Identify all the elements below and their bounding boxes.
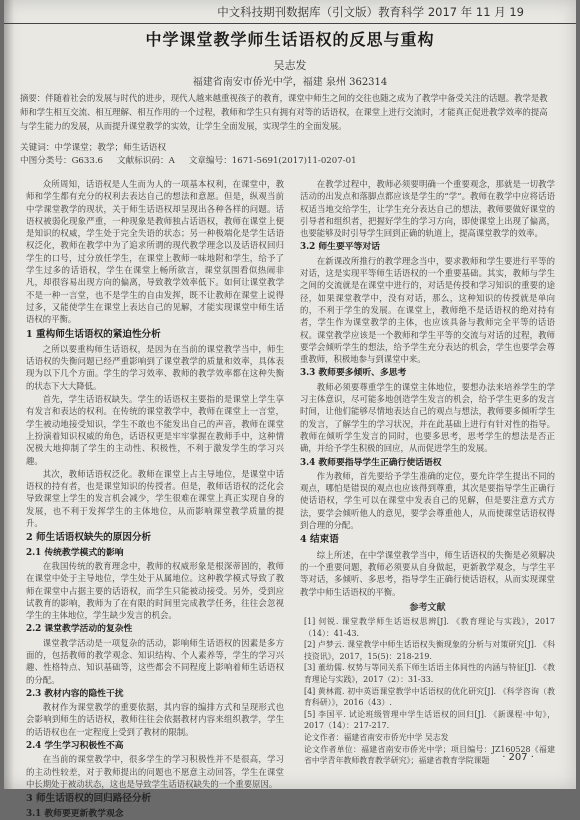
article-number: 文章编号：1671-5691(2017)11-0207-01	[188, 156, 357, 166]
reference-item: [1] 何锐. 课堂教学师生话语权思辨[J]. 《教育理论与实践》，2017（14）：41-43.	[304, 617, 555, 638]
paragraph: 作为教师，首先要给予学生准确的定位，要允许学生提出不同的观点，哪怕是错误的观点也应该得到尊重，其次是要指导学生正确行使话语权，学生可以在课堂中发表自己的见解，但是要注意方式方法，要学会倾听他人的意见，要学会尊重他人，从而使课堂话语权得到合理的分配。	[300, 470, 555, 531]
paragraph: 在我国传统的教育理念中，教师的权威形象是根深蒂固的，教师在课堂中处于主导地位，学生处于从属地位。这种教学模式导致了教师在课堂中占据主要的话语权，而学生只能被动接受。另外，受到应试教育的影响，教师为了在有限的时间里完成教学任务，往往会忽视学生的主体地位，学生缺少发言的机会。	[26, 560, 284, 621]
paragraph: 在教学过程中，教师必须要明确一个重要观念，那就是一切教学活动的出发点和落脚点都应该是学生的“学”。教师在教学中应将话语权适当地交给学生，让学生充分表达自己的想法，教师要做好课堂的引导者和组织者，把握好学生的学习方向，即使课堂上出现了偏离，也要能够及时引导学生回到正确的轨道上，提高课堂教学的效率。	[300, 179, 555, 239]
paragraph: 综上所述，在中学课堂教学当中，师生话语权的失衡是必须解决的一个重要问题，教师必须要从自身做起，更新教学观念，与学生平等对话，多倾听、多思考，指导学生正确行使话语权，从而实现课堂教学中师生话语权的平衡。	[300, 549, 555, 597]
article-affiliation: 福建省南安市侨光中学，福建 泉州 362314	[192, 77, 388, 88]
journal-page	[4, 0, 576, 819]
section-heading: 4 结束语	[300, 534, 339, 546]
paragraph: 之所以要重构师生话语权，是因为在当前的课堂教学当中，师生话语权的失衡问题已经严重影响到了课堂教学的质量和效率，具体表现为以下几个方面。学生的学习效率、教师的教学效率都在这种失衡的状态下大大降低。	[26, 343, 284, 391]
left-column	[26, 178, 284, 819]
subsection-heading: 2.1 传统教学模式的影响	[26, 547, 124, 558]
subsection-heading: 3.2 师生要平等对话	[300, 242, 380, 253]
abstract-text: 摘要：伴随着社会的发展与时代的进步，现代人越来越重视孩子的教育，课堂中师生之间的交往也随之成为了教学中备受关注的话题。教学是教师和学生相互交流、相互理解、相互作用的一个过程，教师和学生只有拥有对等的话语权，在课堂上进行交流时，才能真正促进教学效率的提高与学生能力的发展，从而提升课堂教学的实效，让学生全面发展，实现学生的全面发展。	[20, 93, 548, 131]
subsection-heading: 2.3 教材内容的隐性干扰	[26, 688, 124, 699]
reference-item: [4] 黄林霞. 初中英语课堂教学中话语权的优化研究[J]. 《科学咨询（教育科研）》，2016（43）.	[304, 686, 555, 708]
reference-item: [5] 李国平. 试论班级管理中学生话语权的回归[J]. 《新课程·中旬》，2017（14）：217-217.	[304, 709, 555, 731]
running-header: 中文科技期刊数据库（引文版）教育科学 2017 年 11 月 19	[4, 4, 576, 24]
section-heading: 2 师生话语权缺失的原因分析	[26, 532, 152, 544]
paragraph: 众所周知，话语权是人生而为人的一项基本权利，在课堂中，教师和学生都有充分的权利去表达自己的想法和意愿。但是，纵观当前中学课堂教学的现状，关于师生话语权却呈现出各种各样的问题。话语权被弱化现象严重，一种现象是教师独占话语权，教师在课堂上便是知识的权威，学生处于完全失语的状态；另一种极端化是学生话语权泛化，教师在教学中为了追求所谓的现代教学理念以及话语权回归学生的口号，过分放任学生，在课堂上教师一味地附和学生，给予了学生过多的话语权，学生在课堂上畅所欲言，课堂氛围看似热闹非凡，却很容易出现方向的偏离，导致教学效率低下。如何让课堂教学不是一种一言堂，也不是学生的自由发挥，既不让教师在课堂上说得过多，又能使学生在课堂上表达自己的见解，才能实现课堂中师生话语权的平衡。	[26, 179, 284, 325]
classification-row	[20, 155, 550, 168]
paragraph: 教师必须要尊重学生的课堂主体地位，要想办法来培养学生的学习主体意识，尽可能多地创造学生发言的机会，给予学生更多的发言时间，让他们能够尽情地表达自己的观点与想法，教师要多倾听学生的发言，了解学生的学习状况，并在此基础上进行有针对性的指导。教师在倾听学生发言的同时，也要多思考，思考学生的想法是否正确，并给予学生积极的回应，从而促进学生的发展。	[300, 381, 555, 454]
article-author: 吴志发	[273, 59, 307, 72]
section-heading: 3 师生话语权的回归路径分析	[26, 793, 152, 805]
subsection-heading: 3.4 教师要指导学生正确行使话语权	[300, 457, 442, 468]
paragraph: 在当前的课堂教学中，很多学生的学习积极性并不是很高，学习的主动性较差，对于教师提出的问题也不愿意主动回答，学生在课堂中长期处于被动状态，这也是导致学生话语权缺失的一个重要原因。	[26, 754, 284, 789]
reference-item: [3] 董幼儒. 权势与等同关系下师生话语主体间性的内涵与特征[J]. 《教育理论与实践》，2017（2）：31-33.	[304, 663, 555, 685]
clc-number: 中图分类号：G633.6	[20, 156, 104, 166]
article-title: 中学课堂教学师生话语权的反思与重构	[145, 30, 435, 49]
references-title: 参考文献	[409, 602, 446, 613]
page-shadow	[4, 0, 14, 789]
paragraph: 首先，学生话语权缺失。学生的话语权主要指的是课堂上学生享有发言和表达的权利。在传统的课堂教学中，教师在课堂上一言堂，学生被动地接受知识，学生不敢也不能发出自己的声音，教师在课堂上扮演着知识权威的角色，话语权更是牢牢掌握在教师手中，这种情况极大地抑制了学生的主动性、积极性，不利于激发学生的学习兴趣。	[26, 394, 284, 466]
paragraph: 其次，教师话语权泛化。教师在课堂上占主导地位，是课堂中话语权的持有者，也是课堂知识的传授者。但是，教师话语权的泛化会导致课堂上学生的发言机会减少，学生很难在课堂上真正实现自身的发展，也不利于发挥学生的主体地位，从而影响课堂教学质量的提升。	[26, 468, 284, 529]
paragraph: 在新课改所推行的教学理念当中，要求教师和学生要进行平等的对话，这是实现平等师生话语权的一个重要基础。其实，教师与学生之间的交流就是在课堂中进行的，对话是传授和学习知识的重要的途径，如果课堂教学中，没有对话，那么，这种知识的传授就是单向的，不利于学生的发展。在课堂上，教师绝不是话语权的绝对持有者，学生作为课堂教学的主体，也应该具备与教师完全平等的话语权。课堂教学应该是一个教师和学生平等的交流与对话的过程，教师要学会倾听学生的想法，给予学生充分表达的机会，学生也要学会尊重教师，积极地参与到课堂中来。	[300, 255, 555, 365]
abstract	[20, 91, 550, 133]
subsection-heading: 2.4 学生学习积极性不高	[26, 741, 124, 752]
subsection-heading: 3.3 教师要多倾听、多思考	[300, 368, 407, 379]
article-meta	[20, 142, 550, 168]
keywords: 关键词：中学课堂；教学；师生话语权	[20, 143, 167, 153]
paragraph: 课堂教学活动是一项复杂的活动，影响师生话语权的因素是多方面的，包括教师的教学观念、知识结构、个人素养等，学生的学习兴趣、性格特点、知识基础等，这些都会不同程度上影响着师生话语权的分配。	[26, 637, 284, 685]
subsection-heading: 2.2 课堂教学活动的复杂性	[26, 624, 133, 635]
reference-item: [2] 卢梦云. 课堂教学中师生话语权失衡现象的分析与对策研究[J]. 《科技资讯》，2017，15(5)：218-219.	[304, 640, 555, 661]
subsection-heading: 3.1 教师要更新教学观念	[26, 808, 124, 819]
page-number: · 207 ·	[502, 752, 534, 763]
paragraph: 教材作为课堂教学的重要依据，其内容的编排方式和呈现形式也会影响到师生的话语权，教师往往会依据教材内容来组织教学，学生的话语权也在一定程度上受到了教材的限制。	[26, 702, 284, 737]
section-heading: 1 重构师生话语权的紧迫性分析	[26, 328, 161, 340]
document-code: 文献标识码：A	[117, 156, 175, 166]
reference-item: 论文作者：福建省南安市侨光中学 吴志发	[304, 733, 449, 743]
reference-item: 论文作者单位：福建省南安市侨光中学；项目编号：JZ160528《福建省中学青年教师教育教学研究》；福建省教育学院课题	[304, 744, 555, 766]
